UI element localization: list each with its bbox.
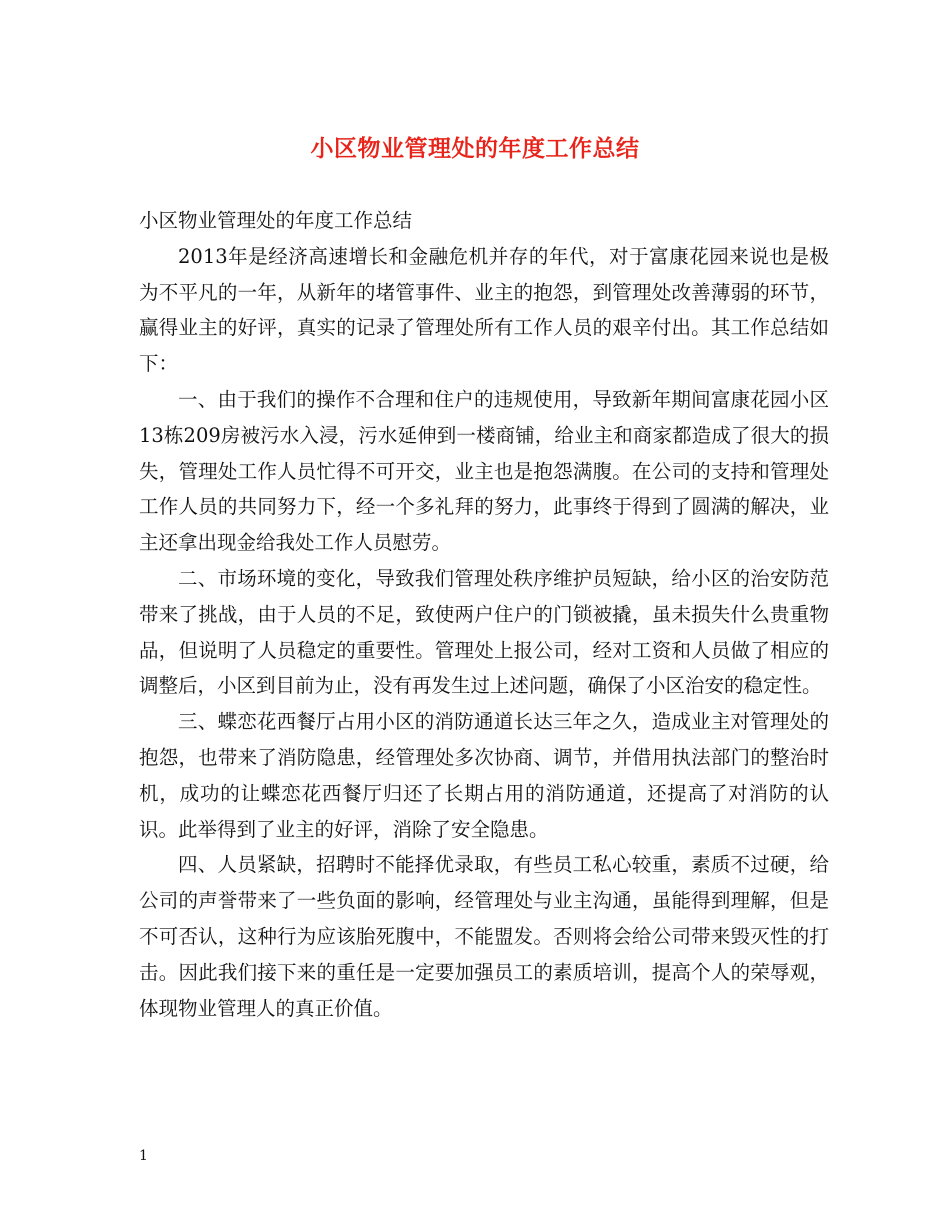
- document-title: 小区物业管理处的年度工作总结: [310, 135, 640, 162]
- paragraph-item-3: 三、蝶恋花西餐厅占用小区的消防通道长达三年之久，造成业主对管理处的抱怨，也带来了消防隐患，经管理处多次协商、调节，并借用执法部门的整治时机，成功的让蝶恋花西餐厅归还了长期占用的消防通道，还提高了对消防的认识。此举得到了业主的好评，消除了安全隐患。: [139, 710, 829, 841]
- paragraph-intro: 2013年是经济高速增长和金融危机并存的年代，对于富康花园来说也是极为不平凡的一年，从新年的堵管事件、业主的抱怨，到管理处改善薄弱的环节，赢得业主的好评，真实的记录了管理处所有工作人员的艰辛付出。其工作总结如下：: [139, 244, 829, 376]
- paragraph-item-4: 四、人员紧缺，招聘时不能择优录取，有些员工私心较重，素质不过硬，给公司的声誉带来了一些负面的影响，经管理处与业主沟通，虽能得到理解，但是不可否认，这种行为应该胎死腹中，不能盟发。否则将会给公司带来毁灭性的打击。因此我们接下来的重任是一定要加强员工的素质培训，提高个人的荣辱观，体现物业管理人的真正价值。: [139, 853, 829, 1020]
- document-body: [139, 203, 829, 1026]
- paragraph-item-1: 一、由于我们的操作不合理和住户的违规使用，导致新年期间富康花园小区13栋209房被污水入浸，污水延伸到一楼商铺，给业主和商家都造成了很大的损失，管理处工作人员忙得不可开交，业主也是抱怨满腹。在公司的支持和管理处工作人员的共同努力下，经一个多礼拜的努力，此事终于得到了圆满的解决，业主还拿出现金给我处工作人员慰劳。: [139, 387, 829, 555]
- page-number: 1: [139, 1148, 148, 1164]
- document-subtitle: 小区物业管理处的年度工作总结: [139, 209, 413, 232]
- paragraph-item-2: 二、市场环境的变化，导致我们管理处秩序维护员短缺，给小区的治安防范带来了挑战，由于人员的不足，致使两户住户的门锁被撬，虽未损失什么贵重物品，但说明了人员稳定的重要性。管理处上报公司，经对工资和人员做了相应的调整后，小区到目前为止，没有再发生过上述问题，确保了小区治安的稳定性。: [139, 566, 829, 698]
